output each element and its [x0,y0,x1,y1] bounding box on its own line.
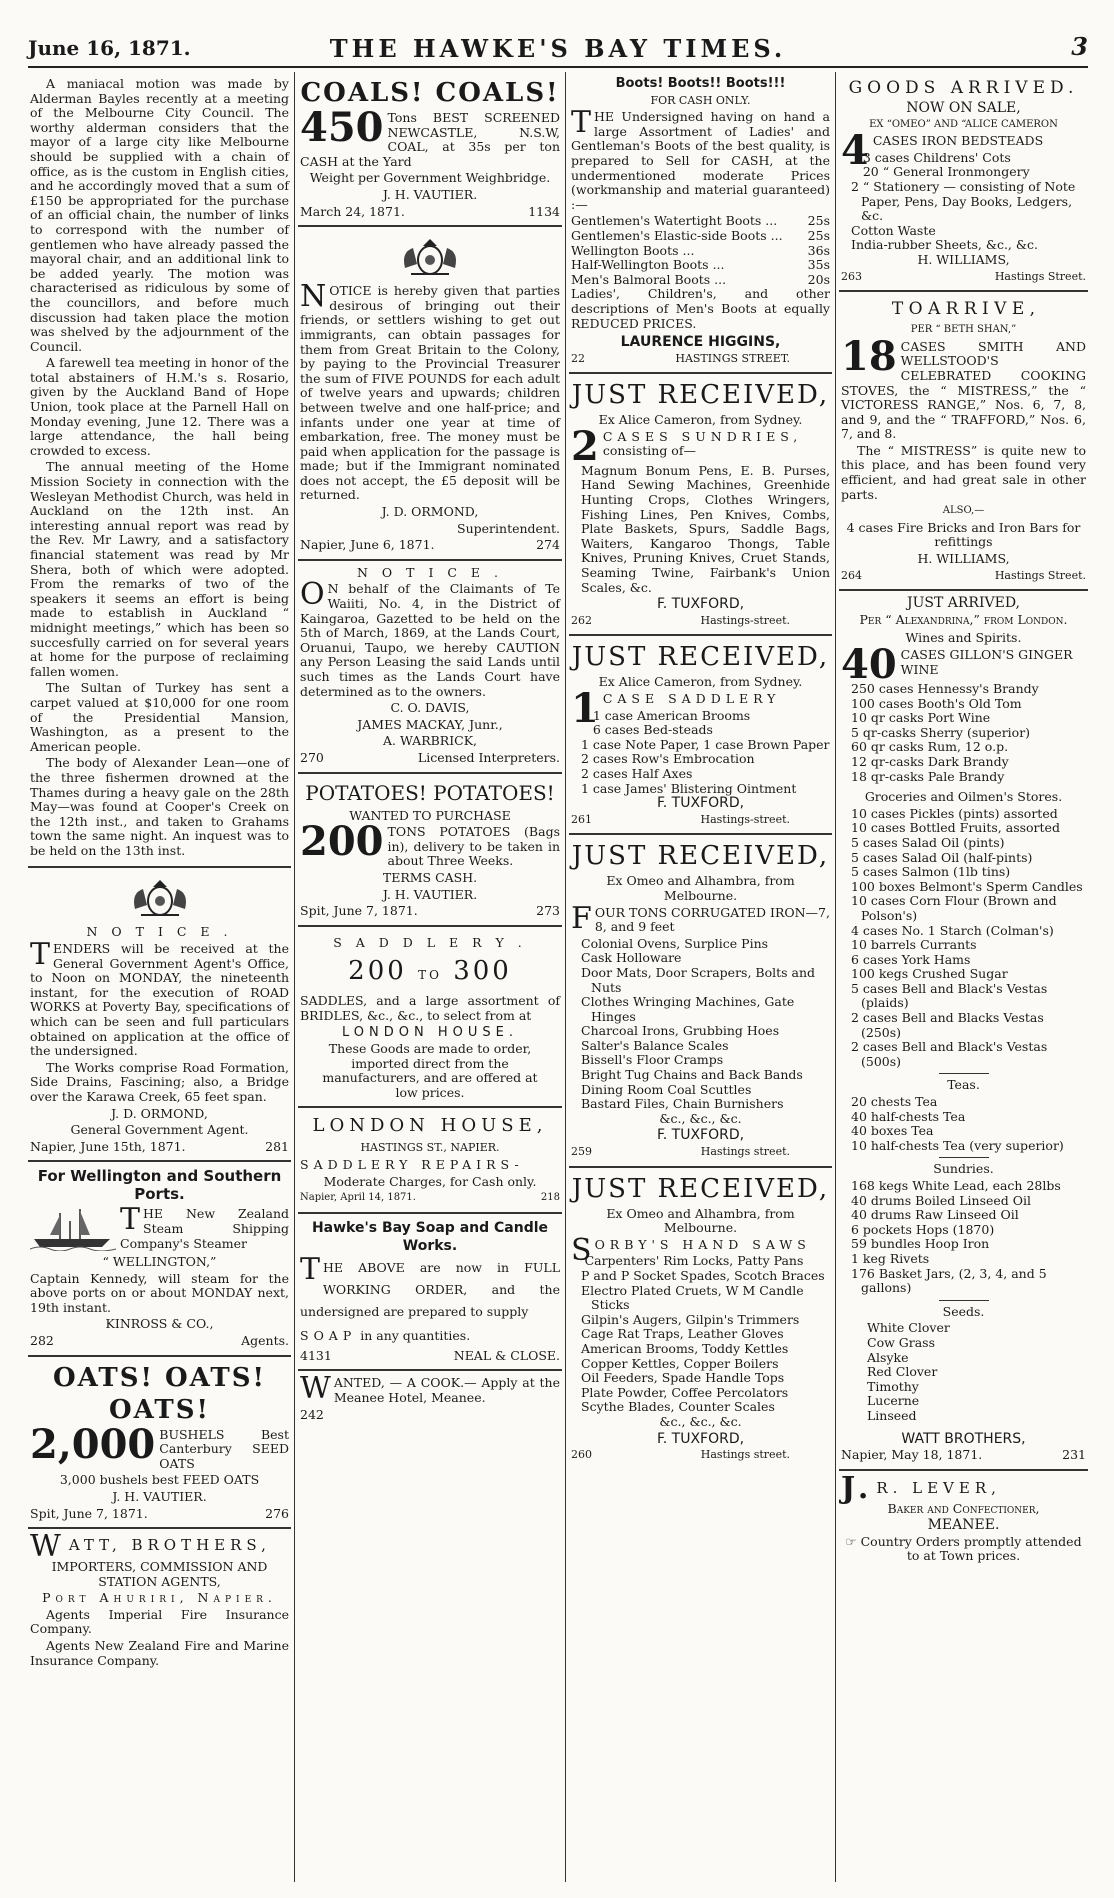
list-item: Plate Powder, Coffee Percolators [581,1384,789,1400]
column-rule [294,72,295,1882]
ad-number: 273 [536,903,560,919]
signature: J. H. VAUTIER. [112,1488,207,1504]
ad-heading: JUST RECEIVED, [571,380,830,411]
signature: J. H. VAUTIER. [382,886,478,902]
notice-body: N behalf of the Claimants of Te Waiiti, No. 4, in the District of Kaingaroa, Gazetted to be held on the 5th of March, 1869, at the Lands Court, Oruanui, Taupo, we hereby CAUTION any Person Leasing the said Lands until such times as the Lands Court have determined as to the owners. [300,581,560,699]
list-item: 1 case James' Blistering Ointment [581,780,797,796]
ad-body: Country Orders promptly attended to at Town prices. [860,1533,1082,1564]
list-item: 10 half-chests Tea (very superior) [851,1137,1064,1153]
list-item: 10 cases Bottled Fruits, assorted [851,820,1060,836]
signature: F. TUXFORD, [656,596,745,613]
ad-heading: T O A R R I V E , [891,299,1036,320]
ad-heading: GOODS ARRIVED. [848,78,1079,98]
saddlery-ad [298,927,562,1109]
to-arrive-ad [839,292,1088,591]
lever-baker-ad [839,1471,1088,1571]
ad-heading: Hawke's Bay Soap and Candle Works. [311,1219,549,1254]
section-heading: Wines and Spirits. [905,630,1022,646]
notice-body: The Works comprise Road Formation, Side Drains, Fascining; also, a Bridge over the Karawa Creek, 65 feet span. [30,1059,289,1104]
ad-body: ORBY'S HAND SAWS [594,1236,811,1252]
list-item: American Brooms, Toddy Kettles [581,1340,789,1356]
ad-body: The “ MISTRESS” is quite new to this place, and has been found very efficient, and had great sale in other parts. [841,442,1086,502]
signature: JAMES MACKAY, Junr., [357,716,503,732]
just-received-saddlery-ad [569,636,832,835]
ad-heading: JUST RECEIVED, [571,1173,830,1204]
list-item: 10 barrels Currants [851,937,977,953]
ad-number: 282 [30,1332,54,1348]
signature: A. WARBRICK, [382,733,478,749]
dateline: March 24, 1871. [300,203,405,219]
pointing-hand-icon: ☞ [845,1533,857,1549]
list-item: 1 case Note Paper, 1 case Brown Paper [581,736,830,752]
ad-subheading: FOR CASH ONLY. [650,93,751,107]
column-3 [569,72,832,1882]
dateline: Spit, June 7, 1871. [30,1505,148,1521]
just-received-saws-ad [569,1168,832,1468]
list-item: 18 qr-casks Pale Brandy [851,768,1005,784]
signature: LAURENCE HIGGINS, [620,334,781,351]
notice-body: ENDERS will be received at the General Government Agent's Office, to Noon on MONDAY, the nineteenth instant, for the execution of ROAD WORKS at Poverty Bay, specifications of which can be seen and full particulars obtained on application at the office of the undersigned. [30,941,289,1059]
column-4 [839,72,1088,1882]
ad-address: Hastings-street. [700,812,790,826]
notice-body: OTICE is hereby given that parties desirous of bringing out their friends, or settlers wishing to get out immigrants, can obtain passages for them from Great Britain to the Colony, by paying to the Provincial Treasurer the sum of FIVE POUNDS for each adult of twelve years and upwards; children between twelve and one half-price; and infants under one year at time of embarkation, free. The money must be paid when application for the passage is made; but if the Immigrant nominated does not accept, the £5 deposit will be returned. [300,283,560,503]
list-item: 10 qr casks Port Wine [851,710,991,726]
signature: F. TUXFORD, [656,1127,745,1144]
ad-body: BUSHELS Best Canterbury SEED OATS [159,1426,289,1471]
ad-number: 261 [571,812,592,826]
quantity: 1 [571,685,599,732]
list-item: 6 cases York Hams [851,951,971,967]
list-item: 5 qr-casks Sherry (superior) [851,724,1031,740]
price-list [571,214,830,287]
masthead [28,30,1088,68]
section-heading: Groceries and Oilmen's Stores. [864,789,1063,805]
price-row [571,244,830,259]
ad-subheading: Ex Omeo and Alhambra, from Melbourne. [606,873,795,903]
drop-cap: S [571,1232,592,1268]
seeds-list [841,1321,1086,1423]
list-item: 10 cases Corn Flour (Brown and Polson's) [851,893,1057,923]
ad-number: 260 [571,1448,592,1462]
signature-title: General Government Agent. [70,1122,249,1138]
ad-body: Agents New Zealand Fire and Marine Insurance Company. [30,1638,289,1668]
list-item: 20 chests Tea [851,1094,938,1110]
ad-address: HASTINGS STREET. [675,351,790,365]
list-item: 6 pockets Hops (1870) [851,1221,995,1237]
list-item: Cage Rat Traps, Leather Gloves [581,1326,784,1342]
list-item: Dining Room Coal Scuttles [581,1081,752,1097]
list-item: Carpenters' Rim Locks, Patty Pans [584,1253,804,1269]
ad-subheading: Ex Alice Cameron, from Sydney. [598,412,803,428]
issue-date: June 16, 1871. [28,36,191,60]
drop-cap: T [300,1251,321,1287]
ad-address: Hastings street. [700,1145,790,1159]
list-item: Cotton Waste [851,222,936,238]
ad-heading: OATS! OATS! OATS! [53,1362,266,1425]
quantity: 40 [841,641,897,688]
signature: J. H. VAUTIER. [382,186,478,202]
ad-body: OUR TONS CORRUGATED IRON—7, 8, and 9 feet [594,904,830,935]
signature: KINROSS & CO., [105,1316,214,1332]
ad-heading: S A D D L E R Y . [333,934,527,950]
ad-body: CASES GILLON'S GINGER WINE [900,647,1073,677]
drop-cap: N [300,279,327,315]
notice-heading: N O T I C E . [357,564,503,580]
ad-number: 262 [571,613,592,627]
quantity: 450 [300,104,384,151]
quantity: 300 [453,956,512,987]
ad-body: in any quantities. [360,1327,471,1343]
price-row [571,258,830,273]
signature: WATT BROTHERS, [901,1430,1026,1447]
section-heading: Teas. [947,1077,980,1093]
list-item: Clothes Wringing Machines, Gate Hinges [581,994,795,1024]
oats-ad [28,1357,291,1530]
list-item: Red Clover [867,1364,938,1380]
price-item: Gentlemen's Elastic-side Boots ... [571,227,783,243]
ad-body: 4 cases Fire Bricks and Iron Bars for refittings [846,519,1081,550]
list-item: White Clover [867,1320,950,1336]
item-list [571,709,830,797]
ad-number: 22 [571,351,585,365]
quantity: 2,000 [30,1420,156,1468]
list-item: 20 “ General Ironmongery [862,164,1030,180]
list-item: Electro Plated Cruets, W M Candle Sticks [581,1282,804,1313]
ad-heading: JUST RECEIVED, [571,841,830,872]
ad-number: 231 [1062,1447,1086,1463]
item-list [571,1254,830,1415]
quantity: 200 [300,818,384,866]
divider [939,1073,989,1074]
ad-number: 242 [300,1406,324,1422]
royal-crest-icon [30,879,289,919]
price-value: 36s [807,242,830,258]
soap-works-ad [298,1214,562,1372]
list-item: 12 qr-casks Dark Brandy [851,753,1009,769]
ad-number: 1134 [528,203,560,219]
ad-heading: POTATOES! POTATOES! [305,780,555,805]
coals-ad [298,72,562,227]
ad-subheading: SADDLERY REPAIRS- [300,1157,524,1173]
drop-cap: T [30,937,51,973]
signature: C. O. DAVIS, [390,700,470,716]
drop-cap: F [571,900,592,936]
ad-address: MEANEE. [927,1517,1000,1534]
quantity: 2 [571,422,599,470]
sundries-list [841,1179,1086,1296]
list-item: Cask Holloware [581,950,682,966]
list-item: 6 cases Bed-steads [592,722,713,738]
drop-cap: O [300,577,325,613]
list-item: Salter's Balance Scales [581,1037,729,1053]
ad-body: Moderate Charges, for Cash only. [323,1173,537,1189]
ad-heading: LONDON HOUSE, [312,1115,548,1137]
goods-arrived-ad [839,72,1088,292]
list-item: 5 cases Bell and Black's Vestas (plaids) [851,980,1048,1011]
list-item: 40 drums Raw Linseed Oil [851,1207,1019,1223]
list-item: 100 kegs Crushed Sugar [851,966,1008,982]
item-list [571,937,830,1112]
just-received-sundries-ad [569,374,832,636]
ad-subheading: NOW ON SALE, [906,100,1021,116]
ad-heading: COALS! COALS! [300,78,560,108]
ad-heading: ATT, BROTHERS, [68,1536,271,1555]
list-item: Lucerne [867,1393,920,1409]
section-heading: Seeds. [942,1303,985,1319]
ad-subheading: IMPORTERS, COMMISSION AND STATION AGENTS, [51,1559,268,1589]
quantity: 18 [841,332,897,380]
ad-body: CASE SADDLERY [602,691,781,706]
list-item: Oil Feeders, Spade Handle Tops [581,1370,785,1386]
list-item: Alsyke [867,1349,909,1365]
list-item: Bissell's Floor Cramps [581,1052,724,1068]
ad-house: LONDON HOUSE. [342,1024,518,1040]
groceries-list [841,807,1086,1070]
ad-subheading: Baker and Confectioner, [887,1500,1040,1516]
ad-source: EX “OMEO” AND “ALICE CAMERON [869,118,1058,130]
quantity: 200 [348,956,407,987]
drop-cap: J. [841,1470,874,1506]
news-paragraph: A farewell tea meeting in honor of the total abstainers of H.M.'s s. Rosario, given by the Auckland Band of Hope Union, took place at the Parnell Hall on Monday evening, June 12. There was a large attendance, the hall being crowded to excess. [30,355,289,458]
ad-heading: R. LEVER, [876,1478,1001,1497]
list-item: Cow Grass [867,1334,936,1350]
list-item: 40 half-chests Tea [851,1108,966,1124]
list-item: Timothy [867,1378,919,1394]
ad-address: Hastings Street. [994,269,1086,283]
royal-crest-icon [300,238,560,278]
signature: F. TUXFORD, [656,795,745,812]
list-item: Copper Kettles, Copper Boilers [581,1355,779,1371]
price-value: 35s [807,257,830,273]
signature-title: Agents. [241,1332,289,1348]
price-item: Half-Wellington Boots ... [571,257,725,273]
just-received-iron-ad [569,835,832,1167]
dateline: Napier, June 6, 1871. [300,537,435,553]
ad-number: 274 [536,537,560,553]
boots-ad [569,72,832,374]
newspaper-title: THE HAWKE'S BAY TIMES. [329,34,787,63]
quantity: 4 [841,127,869,175]
list-item: 100 cases Booth's Old Tom [851,695,1022,711]
signature: NEAL & CLOSE. [453,1347,560,1363]
ad-source: PER “ BETH SHAN,” [910,324,1017,336]
wines-list [841,682,1086,784]
drop-cap: T [120,1202,141,1238]
ad-body: Magnum Bonum Pens, E. B. Purses, Hand Sewing Machines, Greenhide Hunting Crops, Clothes Wringers, Fishing Lines, Pen Knives, Combs, Plate Baskets, Spurs, Saddle Bags, Waiters, Kangaroo Thongs, Table Knives, Pruning Knives, Cruet Stands, Seaming Twine, Fairbank's Union Scales, &c. [581,462,830,595]
ad-number: 264 [841,568,862,582]
ad-heading: For Wellington and Southern Ports. [37,1167,282,1204]
ad-body: Captain Kennedy, will steam for the above ports on or about MONDAY next, 19th instant. [30,1270,289,1315]
ad-number: 281 [265,1138,289,1154]
list-item: Door Mats, Door Scrapers, Bolts and Nuts [581,964,816,995]
watt-brothers-ad [28,1529,291,1675]
news-paragraph: The annual meeting of the Home Mission Society in connection with the Wesleyan Methodist Church, was held in Auckland on the 12th inst. An interesting annual report was read by the Rev. Mr Lawry, and a satisfactory financial statement was read by Mr Shera, both of which were adopted. From the remarks of two of the speakers it seems an effort is being made to establish in Auckland “ midnight meetings,” which has been so succesfully carried on for several years at home for the purpose of reclaiming fallen women. [30,459,289,679]
immigration-notice-ad [298,227,562,561]
dateline: Napier, April 14, 1871. [300,1192,416,1204]
price-item: Wellington Boots ... [571,242,695,258]
ad-product: SOAP [300,1327,357,1343]
list-item: P and P Socket Spades, Scotch Braces [581,1268,825,1283]
ad-address: Hastings street. [700,1448,790,1462]
list-item: 2 “ Stationery — consisting of Note Paper, Pens, Day Books, Ledgers, &c. [851,178,1076,224]
ship-name: “ WELLINGTON,” [102,1253,217,1269]
steamship-icon [30,1207,120,1255]
list-item: 100 boxes Belmont's Sperm Candles [851,878,1083,894]
drop-cap: W [30,1529,66,1565]
ad-body: 3,000 bushels best FEED OATS [59,1472,260,1488]
signature: F. TUXFORD, [656,1430,745,1447]
ad-body: TONS POTATOES (Bags in), delivery to be taken in about Three Weeks. [387,824,560,869]
signature: H. WILLIAMS, [917,551,1010,567]
signature: J. D. ORMOND, [381,504,479,520]
potatoes-ad [298,774,562,927]
divider [939,1157,989,1158]
list-item: Colonial Ovens, Surplice Pins [581,935,769,951]
list-item: 2 cases Half Axes [581,765,693,781]
ad-heading: JUST RECEIVED, [571,642,830,673]
price-value: 25s [807,227,830,243]
ad-number: 259 [571,1145,592,1159]
list-item: 1 case American Brooms [592,707,751,723]
ad-body: SADDLES, and a large assortment of BRIDLES, &c., &c., to select from at [300,993,560,1023]
ad-body: Ladies', Children's, and other descriptions of Men's Boots at equally REDUCED PRICES. [571,286,830,331]
ad-etc: &c., &c., &c. [659,1110,742,1126]
price-row [571,214,830,229]
ad-address: Hastings-street. [700,613,790,627]
ad-number: 270 [300,749,324,765]
ad-address: Hastings Street. [994,568,1086,582]
list-item: 60 qr casks Rum, 12 o.p. [851,739,1009,755]
news-paragraph: The Sultan of Turkey has sent a carpet valued at $10,000 for one room of the Presidential Mansion, Washington, as a present to the American people. [30,680,289,754]
notice-heading: N O T I C E . [86,924,233,940]
ad-body: Weight per Government Weighbridge. [309,170,551,186]
ad-terms: TERMS CASH. [382,869,478,885]
cook-wanted-ad [298,1371,562,1429]
divider [939,1300,989,1301]
price-row [571,273,830,288]
list-item: 176 Basket Jars, (2, 3, 4, and 5 gallons) [851,1265,1047,1296]
news-paragraph: A maniacal motion was made by Alderman Bayles recently at a meeting of the Melbourne City Council. The worthy alderman considers that the mayor of a large city like Melbourne should be supplied with a chain of office, as is the custom in English cities, and he accordingly moved that a sum of £150 be appropriated for the purchase of an official chain, the number of links to correspond with the number of gentlemen who have already passed the mayoral chair, and an additional link to be added yearly. The motion was characterised as ridiculous by some of the councillors, and before much discussion had taken place the motion was shelved by the adjournment of the Council. [30,76,289,354]
ad-number: 263 [841,269,862,283]
signature: H. WILLIAMS, [917,251,1010,267]
ad-also: ALSO,— [942,505,985,517]
column-rule [565,72,566,1882]
teas-list [841,1095,1086,1153]
ad-subheading: Ex Alice Cameron, from Sydney. [598,674,803,690]
drop-cap: T [571,105,592,141]
ad-body: Agents Imperial Fire Insurance Company. [30,1606,289,1637]
ad-number: 276 [265,1505,289,1521]
list-item: 5 cases Salad Oil (pints) [851,834,1005,850]
ad-body: These Goods are made to order, imported direct from the manufacturers, and are offered at low prices. [322,1041,538,1100]
list-item: 1 keg Rivets [851,1250,930,1266]
ad-text: TO [418,968,442,983]
ad-body: CASES IRON BEDSTEADS [872,133,1044,149]
ad-heading: JUST ARRIVED, [906,595,1021,612]
list-item: 3 cases Childrens' Cots [862,149,1011,165]
ad-number: 218 [540,1192,560,1204]
ad-subheading: WANTED TO PURCHASE [349,807,511,823]
wellington-steamer-ad [28,1162,291,1356]
ad-heading: Boots! Boots!! Boots!!! [615,76,786,91]
list-item: 59 bundles Hoop Iron [851,1236,990,1252]
list-item: 168 kegs White Lead, each 28lbs [851,1178,1061,1193]
list-item: Linseed [867,1407,917,1423]
list-item: 40 boxes Tea [851,1123,934,1139]
item-list [841,151,1086,253]
list-item: Charcoal Irons, Grubbing Hoes [581,1023,780,1039]
ad-number: 4131 [300,1347,332,1363]
ad-body: ANTED, — A COOK.— Apply at the Meanee Hotel, Meanee. [333,1375,560,1406]
list-item: Bastard Files, Chain Burnishers [581,1096,784,1112]
list-item: 2 cases Bell and Blacks Vestas (250s) [851,1010,1044,1040]
section-heading: Sundries. [933,1161,994,1177]
ad-body: consisting of— [602,443,696,459]
page-number: 3 [1071,32,1088,61]
dateline: Napier, June 15th, 1871. [30,1138,186,1154]
list-item: 10 cases Pickles (pints) assorted [851,805,1058,821]
list-item: 2 cases Row's Embrocation [581,751,755,767]
price-value: 25s [807,213,830,229]
list-item: 250 cases Hennessy's Brandy [851,681,1039,696]
dateline: Napier, May 18, 1871. [841,1447,983,1463]
price-value: 20s [807,271,830,287]
list-item: 40 drums Boiled Linseed Oil [851,1192,1032,1208]
dateline: Spit, June 7, 1871. [300,903,418,919]
london-house-ad [298,1108,562,1213]
price-item: Gentlemen's Watertight Boots ... [571,213,778,229]
price-item: Men's Balmoral Boots ... [571,271,727,287]
ad-body: HE Undersigned having on hand a large Assortment of Ladies' and Gentleman's Boots of the best quality, is prepared to Sell for CASH, at the undermentioned moderate Prices (workmanship and material guaranteed) :— [571,109,830,212]
price-row [571,229,830,244]
just-arrived-ad [839,591,1088,1470]
column-1 [28,72,291,1882]
list-item: India-rubber Sheets, &c., &c. [851,237,1038,253]
ad-source: Per “ Alexandrina,” from London. [859,611,1068,627]
news-paragraph: The body of Alexander Lean—one of the three fishermen drowned at the Thames during a heavy gale on the 28th May—was found at Cooper's Creek on the 12th inst., and taken to Grahams town the same night. An inquest was to be held on the 13th inst. [30,755,289,858]
drop-cap: W [300,1371,331,1407]
list-item: 4 cases No. 1 Starch (Colman's) [851,922,1054,938]
signature-title: Superintendent. [457,520,560,536]
signature: J. D. ORMOND, [111,1105,208,1121]
ad-body: HE ABOVE are now in FULL WORKING ORDER, and the undersigned are prepared to supply [300,1259,560,1319]
signature-title: Licensed Interpreters. [417,749,560,765]
column-2 [298,72,562,1882]
tender-notice-ad [28,868,291,1162]
list-item: 5 cases Salad Oil (half-pints) [851,849,1033,865]
ad-address: Port Ahuriri, Napier. [42,1590,277,1606]
list-item: 5 cases Salmon (1lb tins) [851,864,1011,880]
list-item: Gilpin's Augers, Gilpin's Trimmers [581,1311,800,1327]
ad-body: CASES SUNDRIES, [602,428,803,444]
ad-address: HASTINGS ST., NAPIER. [360,1141,500,1155]
caution-notice-ad [298,561,562,774]
list-item: Scythe Blades, Counter Scales [581,1399,775,1415]
ad-body: CASES SMITH AND WELLSTOOD'S CELEBRATED COOKING STOVES, the “ MISTRESS,” the “ VICTORESS RANGE,” Nos. 6, 7, 8, and 9, and the “ TRAFFORD,” Nos. 6, 7, and 8. [841,338,1086,442]
column-rule [835,72,836,1882]
ad-body: Tons BEST SCREENED NEWCASTLE, N.S.W, COAL, at 35s per ton CASH at the Yard [300,110,560,169]
ad-subheading: Ex Omeo and Alhambra, from Melbourne. [606,1205,795,1236]
ad-etc: &c., &c., &c. [659,1413,742,1429]
ad-body: HE New Zealand Steam Shipping Company's Steamer [120,1206,289,1251]
list-item: Bright Tug Chains and Back Bands [581,1067,803,1083]
news-items [28,72,291,868]
list-item: 2 cases Bell and Black's Vestas (500s) [851,1039,1048,1069]
